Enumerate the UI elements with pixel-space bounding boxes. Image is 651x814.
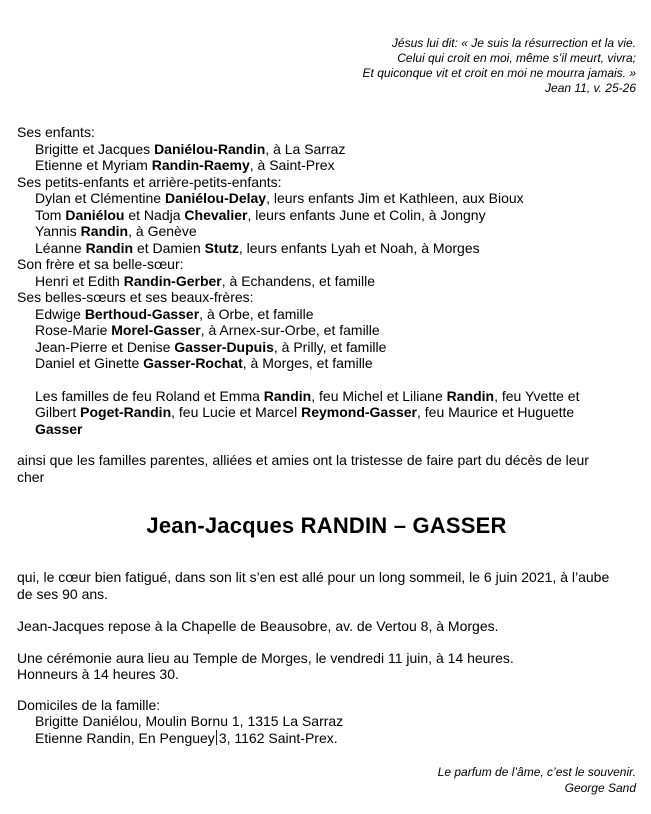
text-segment: Brigitte Daniélou, Moulin Bornu 1, 1315 La Sarraz	[35, 713, 344, 729]
text-segment: , leurs enfants Lyah et Noah, à Morges	[238, 239, 480, 256]
text-line	[17, 322, 636, 339]
text-segment: Daniel et Ginette	[35, 355, 144, 371]
text-line	[17, 124, 636, 141]
text-segment: Rose-Marie	[35, 322, 112, 338]
ceremony-details	[17, 650, 636, 683]
surname-bold: Randin-Gerber	[123, 272, 222, 289]
deceased-name: Jean-Jacques RANDIN – GASSER	[146, 513, 507, 538]
text-segment: Yannis	[35, 223, 81, 239]
surname-bold: Morel-Gasser	[111, 322, 201, 338]
text-line	[17, 207, 636, 224]
quote-line: Jean 11, v. 25-26	[545, 81, 636, 95]
text-line	[17, 141, 636, 158]
text-segment: Dylan et Clémentine	[35, 190, 165, 206]
text-segment: , feu Yvette et	[494, 387, 580, 404]
text-segment: 3, 1162 Saint-Prex.	[218, 729, 338, 746]
surname-bold: Randin	[80, 223, 129, 239]
surname-bold: Daniélou-Delay	[164, 190, 267, 206]
text-segment: cher	[17, 468, 45, 485]
text-segment: et Damien	[133, 239, 205, 256]
text-segment: , à Arnex-sur-Orbe, et famille	[200, 322, 380, 338]
text-segment: , à Morges, et famille	[242, 355, 373, 371]
text-line	[17, 666, 636, 683]
surname-bold: Gasser	[35, 420, 83, 437]
text-line	[17, 289, 636, 306]
surname-bold: Chevalier	[184, 206, 248, 223]
text-line	[17, 713, 636, 730]
text-segment: Les familles de feu Roland et Emma	[35, 387, 264, 404]
text-line	[17, 306, 636, 323]
surname-bold: Reymond-Gasser	[301, 404, 418, 420]
text-segment: Domiciles de la famille:	[17, 696, 161, 713]
text-segment: , à La Sarraz	[265, 140, 346, 157]
text-segment: Brigitte et Jacques	[35, 140, 155, 157]
family-list	[17, 124, 636, 372]
text-line	[17, 388, 636, 405]
text-segment: Honneurs à 14 heures 30.	[17, 666, 179, 682]
text-segment: , leurs enfants June et Colin, à Jongny	[247, 206, 486, 223]
text-line	[17, 190, 636, 207]
text-line	[17, 586, 636, 603]
repose-location	[17, 618, 636, 635]
text-segment: , leurs enfants Jim et Kathleen, aux Bioux	[266, 190, 524, 206]
text-line	[17, 469, 636, 486]
text-line	[17, 730, 636, 747]
text-line	[17, 174, 636, 191]
text-line	[17, 256, 636, 273]
quote-line: Le parfum de l’âme, c’est le souvenir.	[437, 765, 636, 779]
text-segment: et Nadja	[124, 206, 185, 223]
extended-families	[17, 388, 636, 438]
surname-bold: Gasser-Rochat	[143, 355, 243, 371]
text-segment: ainsi que les familles parentes, alliées et amies ont la tristesse de faire part du décès de leur	[17, 452, 589, 468]
text-segment: Ses enfants:	[17, 124, 95, 140]
surname-bold: Daniélou	[65, 206, 125, 223]
text-segment: , feu Michel et Liliane	[311, 387, 447, 404]
announcement-intro	[17, 452, 636, 485]
text-segment: , à Saint-Prex	[249, 157, 335, 173]
text-segment: , à Orbe, et famille	[199, 305, 314, 322]
quote-line: George Sand	[564, 780, 636, 795]
text-segment: , à Genève	[128, 223, 197, 239]
quote-line: Et quiconque vit et croit en moi ne mourra jamais. »	[362, 66, 636, 80]
text-line	[17, 157, 636, 174]
text-segment: Etienne et Myriam	[35, 157, 152, 173]
surname-bold: Stutz	[204, 239, 239, 256]
text-segment: de ses 90 ans.	[17, 585, 109, 602]
text-line	[17, 404, 636, 421]
family-addresses	[17, 697, 636, 747]
surname-bold: Randin	[85, 239, 134, 256]
text-segment: Ses belles-sœurs et ses beaux-frères:	[17, 289, 254, 305]
surname-bold: Randin	[446, 387, 495, 404]
surname-bold: Poget-Randin	[80, 404, 172, 420]
surname-bold: Daniélou-Randin	[154, 140, 266, 157]
family-section	[17, 124, 636, 485]
details-section	[17, 569, 636, 746]
quote-line: Jésus lui dit: « Je suis la résurrection et la vie.	[391, 36, 636, 50]
surname-bold: Randin	[263, 387, 312, 404]
text-line	[17, 421, 636, 438]
text-segment: Léanne	[35, 239, 86, 256]
closing-quote	[17, 765, 636, 796]
text-cursor	[216, 730, 218, 745]
text-segment: Jean-Pierre et Denise	[35, 338, 175, 355]
text-line	[17, 355, 636, 372]
text-segment: qui, le cœur bien fatigué, dans son lit s’en est allé pour un long sommeil, le 6 juin 2021, à l’aube	[17, 569, 610, 585]
text-segment: Ses petits-enfants et arrière-petits-enfants:	[17, 173, 282, 190]
text-line	[17, 650, 636, 667]
text-segment: Son frère et sa belle-sœur:	[17, 256, 184, 272]
surname-bold: Berthoud-Gasser	[84, 305, 200, 322]
text-segment: , à Prilly, et famille	[273, 338, 387, 355]
text-line	[17, 452, 636, 469]
text-line	[17, 618, 636, 635]
text-line	[17, 223, 636, 240]
text-line	[17, 569, 636, 586]
quote-line: Celui qui croit en moi, même s’il meurt, vivra;	[397, 51, 636, 65]
text-line	[17, 339, 636, 356]
death-details	[17, 569, 636, 602]
text-segment: Etienne Randin, En Penguey	[35, 729, 215, 746]
text-segment: , feu Maurice et Huguette	[417, 404, 575, 420]
text-line	[17, 697, 636, 714]
text-segment: , feu Lucie et Marcel	[171, 404, 302, 420]
text-line	[17, 240, 636, 257]
scripture-quote	[17, 36, 636, 96]
surname-bold: Randin-Raemy	[151, 157, 250, 173]
text-segment: Tom	[35, 206, 66, 223]
text-segment: Jean-Jacques repose à la Chapelle de Beausobre, av. de Vertou 8, à Morges.	[17, 618, 499, 634]
text-segment: , à Echandens, et famille	[221, 272, 376, 289]
text-line	[17, 273, 636, 290]
text-segment: Edwige	[35, 305, 85, 322]
obituary-content	[17, 124, 636, 746]
text-segment: Une cérémonie aura lieu au Temple de Morges, le vendredi 11 juin, à 14 heures.	[17, 649, 514, 666]
text-segment: Henri et Edith	[35, 272, 124, 289]
surname-bold: Gasser-Dupuis	[174, 338, 274, 355]
text-segment: Gilbert	[35, 404, 81, 420]
